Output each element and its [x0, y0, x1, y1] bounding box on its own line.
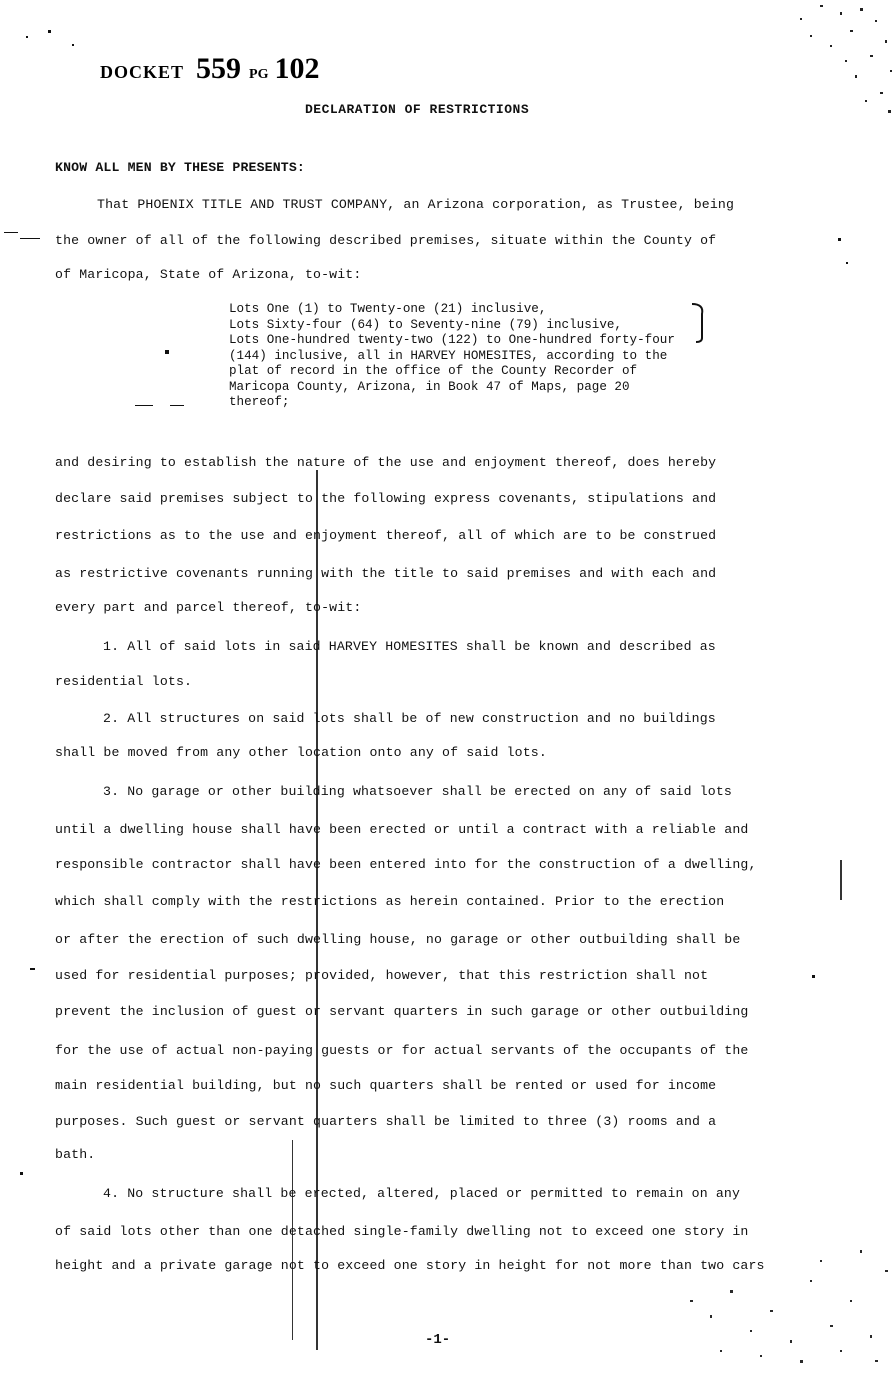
bracket-mark — [688, 300, 712, 344]
body-line: bath. — [55, 1147, 96, 1162]
body-line: 3. No garage or other building whatsoever shall be erected on any of said lots — [103, 784, 732, 799]
page-footer-marker: -1- — [425, 1332, 451, 1348]
body-line: 2. All structures on said lots shall be of new construction and no buildings — [103, 711, 716, 726]
salutation: KNOW ALL MEN BY THESE PRESENTS: — [55, 160, 305, 175]
scan-speck — [30, 968, 35, 970]
scan-speck — [165, 350, 169, 354]
body-line: restrictions as to the use and enjoyment thereof, all of which are to be construed — [55, 528, 717, 543]
body-line: purposes. Such guest or servant quarters shall be limited to three (3) rooms and a — [55, 1114, 717, 1129]
legal-line: (144) inclusive, all in HARVEY HOMESITES, according to the — [229, 348, 668, 363]
body-line: height and a private garage not to exceed one story in height for not more than two cars — [55, 1258, 765, 1273]
scan-speck — [72, 44, 74, 46]
legal-line: Lots One-hundred twenty-two (122) to One-hundred forty-four — [229, 333, 675, 347]
page-label: PG — [249, 67, 269, 82]
body-line: until a dwelling house shall have been erected or until a contract with a reliable and — [55, 822, 749, 837]
body-line: as restrictive covenants running with the title to said premises and with each and — [55, 566, 717, 581]
legal-line: thereof; — [229, 395, 290, 409]
body-line: for the use of actual non-paying guests or for actual servants of the occupants of the — [55, 1043, 749, 1058]
legal-line: Lots One (1) to Twenty-one (21) inclusive, — [229, 302, 547, 316]
body-line: declare said premises subject to the following express covenants, stipulations and — [55, 491, 717, 506]
body-line: 1. All of said lots in said HARVEY HOMESITES shall be known and described as — [103, 639, 716, 654]
scan-speck — [812, 975, 815, 978]
scan-speck — [4, 232, 18, 233]
legal-line: Lots Sixty-four (64) to Seventy-nine (79) inclusive, — [229, 317, 622, 332]
legal-line: plat of record in the office of the County Recorder of — [229, 364, 638, 378]
body-line: every part and parcel thereof, to-wit: — [55, 600, 362, 615]
body-line: prevent the inclusion of guest or servant quarters in such garage or other outbuilding — [55, 1004, 749, 1019]
scan-noise-top-right — [700, 0, 896, 130]
body-line: main residential building, but no such quarters shall be rented or used for income — [55, 1078, 717, 1093]
document-title: DECLARATION OF RESTRICTIONS — [305, 102, 530, 117]
body-line: responsible contractor shall have been entered into for the construction of a dwelling, — [55, 857, 757, 872]
docket-label: DOCKET — [100, 62, 185, 82]
scan-speck — [838, 238, 841, 241]
scan-speck — [48, 30, 51, 33]
intro-line: the owner of all of the following described premises, situate within the County of — [55, 233, 717, 248]
body-line: or after the erection of such dwelling house, no garage or other outbuilding shall be — [55, 932, 741, 947]
scan-scratch-line — [840, 860, 842, 900]
scan-speck — [20, 238, 40, 239]
legal-description — [229, 302, 675, 411]
body-line: 4. No structure shall be erected, altered, placed or permitted to remain on any — [103, 1186, 741, 1201]
intro-line: That PHOENIX TITLE AND TRUST COMPANY, an Arizona corporation, as Trustee, being — [97, 197, 735, 212]
scan-speck — [135, 405, 153, 406]
legal-line: Maricopa County, Arizona, in Book 47 of Maps, page 20 — [229, 379, 630, 394]
intro-line: of Maricopa, State of Arizona, to-wit: — [55, 267, 362, 282]
body-line: shall be moved from any other location onto any of said lots. — [55, 745, 547, 760]
scan-speck — [170, 405, 184, 406]
scan-scratch-line — [292, 1140, 293, 1340]
page-number: 102 — [274, 52, 320, 85]
body-line: which shall comply with the restrictions as herein contained. Prior to the erection — [55, 894, 725, 909]
body-line: residential lots. — [55, 674, 193, 689]
body-line: used for residential purposes; provided, however, that this restriction shall not — [55, 968, 709, 983]
scan-speck — [20, 1172, 23, 1175]
docket-stamp — [100, 52, 319, 86]
docket-number: 559 — [196, 52, 242, 85]
body-line: of said lots other than one detached single-family dwelling not to exceed one story in — [55, 1224, 749, 1239]
scan-speck — [26, 36, 28, 38]
scan-speck — [846, 262, 848, 264]
body-line: and desiring to establish the nature of the use and enjoyment thereof, does hereby — [55, 455, 717, 470]
